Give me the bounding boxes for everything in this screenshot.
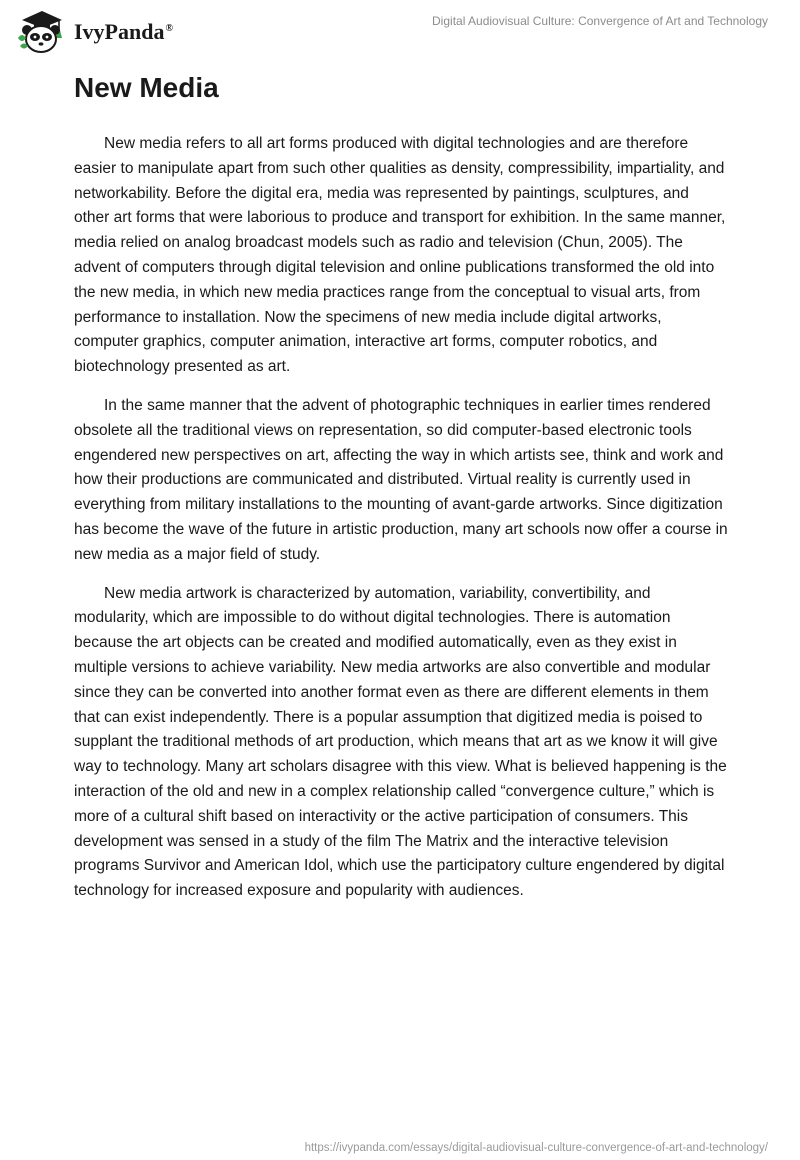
paragraph: In the same manner that the advent of photographic techniques in earlier times rendered obsolete all the traditional views on representation, so did computer-based electronic tools engendered new perspectives on art, affecting the way in which artists see, think and work and how their productions are communicated and distributed. Virtual reality is currently used in everything from military installations to the mounting of avant-garde artworks. Since digitization has become the wave of the future in artistic production, many art schools now offer a course in new media as a major field of study. [74, 396, 728, 563]
section-heading: New Media [74, 72, 219, 103]
paragraph: New media refers to all art forms produced with digital technologies and are therefore easier to manipulate apart from such other qualities as density, compressibility, impartiality, and networkability. Before the digital era, media was represented by paintings, sculptures, and other art forms that were laborious to produce and transport for exhibition. In the same manner, media relied on analog broadcast models such as radio and television (Chun, 2005). The advent of computers through digital television and online publications transformed the old into the new media, in which new media practices range from the conceptual to visual arts, from performance to installation. Now the specimens of new media include digital artworks, computer graphics, computer animation, interactive art forms, computer robotics, and biotechnology presented as art. [74, 135, 726, 376]
paragraph: New media artwork is characterized by automation, variability, convertibility, and modularity, which are impossible to do without digital technologies. There is automation because the art objects can be created and modified automatically, even as they exist in multiple versions to achieve variability. New media artworks are also convertible and modular since they can be converted into another format even as there are different elements in them that can exist independently. There is a popular assumption that digitized media is poised to supplant the traditional methods of art production, which means that art as we know it will give way to technology. Many art scholars disagree with this view. What is believed happening is the interaction of the old and new in a complex relationship called “convergence culture,” which is more of a cultural shift based on interactivity or the active participation of consumers. This development was sensed in a study of the film The Matrix and the interactive television programs Survivor and American Idol, which use the participatory culture engendered by digital technology for increased exposure and popularity with audiences. [74, 584, 727, 900]
site-logo[interactable] [14, 8, 173, 54]
brand-name: IvyPanda® [74, 19, 173, 44]
article-body [74, 132, 728, 918]
running-title: Digital Audiovisual Culture: Convergence of Art and Technology [432, 14, 768, 28]
panda-graduate-icon [14, 8, 70, 54]
source-url[interactable]: https://ivypanda.com/essays/digital-audiovisual-culture-convergence-of-art-and-technology/ [304, 1142, 768, 1154]
